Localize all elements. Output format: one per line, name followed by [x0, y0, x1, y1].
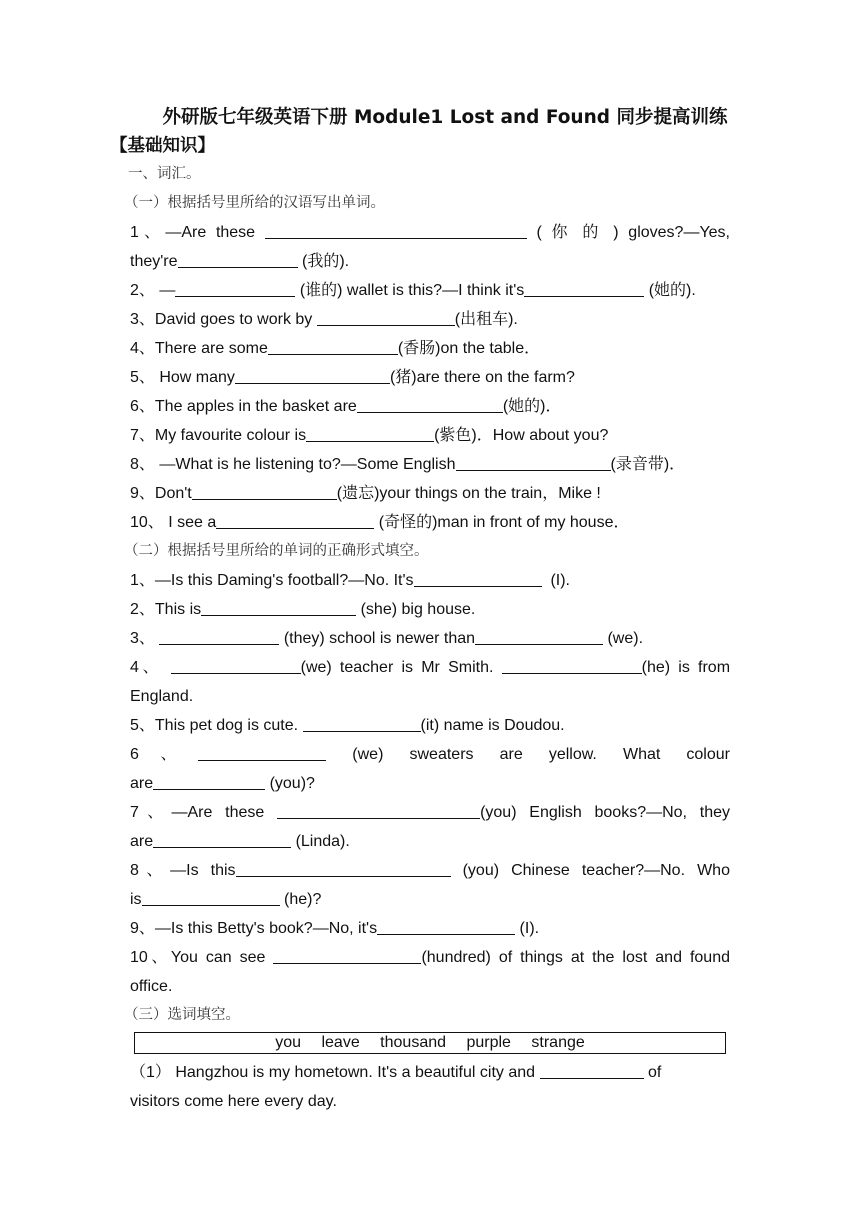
answer-blank[interactable] [273, 946, 421, 964]
sub2-question-4-cont: England. [130, 688, 194, 705]
word-bank-item: leave [321, 1034, 360, 1051]
part1-title: 一、词汇。 [128, 166, 201, 182]
answer-blank[interactable] [265, 221, 527, 239]
word-bank-item: you [275, 1034, 302, 1051]
sub2-question-2: 2、This is (she) big house. [130, 595, 730, 624]
answer-blank[interactable] [317, 308, 455, 326]
section-heading: 【基础知识】 [110, 136, 215, 156]
sub2-question-10-cont: office. [130, 978, 173, 995]
answer-blank[interactable] [178, 250, 298, 268]
answer-blank[interactable] [475, 627, 603, 645]
word-bank-item: purple [466, 1034, 511, 1051]
word-bank-item: strange [531, 1034, 585, 1051]
sub2-question-9: 9、—Is this Betty's book?—No, it's (I). [130, 914, 730, 943]
sub2-title: （二）根据括号里所给的单词的正确形式填空。 [124, 543, 429, 559]
sub2-question-3: 3、 (they) school is newer than (we). [130, 624, 730, 653]
word-bank-box [134, 1032, 726, 1054]
answer-blank[interactable] [192, 482, 337, 500]
answer-blank[interactable] [201, 598, 356, 616]
sub1-question-1-cont: they're (我的). [130, 247, 730, 276]
sub1-question-2: 2、 — (谁的) wallet is this?—I think it's (她的). [130, 276, 730, 305]
answer-blank[interactable] [175, 279, 295, 297]
sub1-question-1: 1、—Are these ( 你 的 ) gloves?—Yes, [130, 218, 730, 247]
sub1-question-6: 6、The apples in the basket are (她的)． [130, 392, 730, 421]
sub1-question-9: 9、Don't (遗忘)your things on the train，Mike ! [130, 479, 730, 508]
sub2-question-10: 10、You can see (hundred) of things at the lost and found [130, 943, 730, 972]
answer-blank[interactable] [456, 453, 611, 471]
word-bank-item: thousand [380, 1034, 447, 1051]
answer-blank[interactable] [236, 859, 451, 877]
sub3-question-1: （1） Hangzhou is my hometown. It's a beautiful city and of [130, 1058, 730, 1087]
answer-blank[interactable] [306, 424, 434, 442]
sub2-question-4: 4、 (we) teacher is Mr Smith. (he) is from [130, 653, 730, 682]
answer-blank[interactable] [159, 627, 279, 645]
sub1-question-10: 10、 I see a (奇怪的)man in front of my house． [130, 508, 730, 537]
answer-blank[interactable] [198, 743, 326, 761]
answer-blank[interactable] [540, 1061, 644, 1079]
answer-blank[interactable] [277, 801, 480, 819]
sub2-question-6: 6、 (we) sweaters are yellow. What colour [130, 740, 730, 769]
sub2-question-6-cont: are (you)? [130, 769, 730, 798]
answer-blank[interactable] [153, 772, 265, 790]
sub2-question-8: 8、—Is this (you) Chinese teacher?—No. Who [130, 856, 730, 885]
sub2-question-8-cont: is (he)? [130, 885, 730, 914]
answer-blank[interactable] [171, 656, 301, 674]
sub2-question-1: 1、—Is this Daming's football?—No. It's (I). [130, 566, 730, 595]
answer-blank[interactable] [235, 366, 390, 384]
sub1-question-5: 5、 How many (猪)are there on the farm? [130, 363, 730, 392]
answer-blank[interactable] [153, 830, 291, 848]
answer-blank[interactable] [216, 511, 374, 529]
sub1-question-3: 3、David goes to work by (出租车). [130, 305, 730, 334]
sub1-title: （一）根据括号里所给的汉语写出单词。 [124, 195, 385, 211]
sub3-title: （三）选词填空。 [124, 1007, 240, 1023]
page-title: 外研版七年级英语下册 Module1 Lost and Found 同步提高训练 [162, 107, 728, 128]
answer-blank[interactable] [357, 395, 503, 413]
answer-blank[interactable] [303, 714, 421, 732]
answer-blank[interactable] [142, 888, 280, 906]
answer-blank[interactable] [524, 279, 644, 297]
sub2-question-5: 5、This pet dog is cute. (it) name is Doudou. [130, 711, 730, 740]
answer-blank[interactable] [268, 337, 398, 355]
answer-blank[interactable] [414, 569, 542, 587]
answer-blank[interactable] [377, 917, 515, 935]
worksheet-page [110, 104, 731, 1116]
sub1-question-7: 7、My favourite colour is (紫色)．How about you? [130, 421, 730, 450]
sub3-question-1-cont: visitors come here every day. [130, 1093, 337, 1110]
sub1-question-4: 4、There are some (香肠)on the table． [130, 334, 730, 363]
answer-blank[interactable] [502, 656, 642, 674]
sub2-question-7: 7、—Are these (you) English books?—No, they [130, 798, 730, 827]
sub2-question-7-cont: are (Linda). [130, 827, 730, 856]
sub1-question-8: 8、 —What is he listening to?—Some English (录音带)． [130, 450, 730, 479]
